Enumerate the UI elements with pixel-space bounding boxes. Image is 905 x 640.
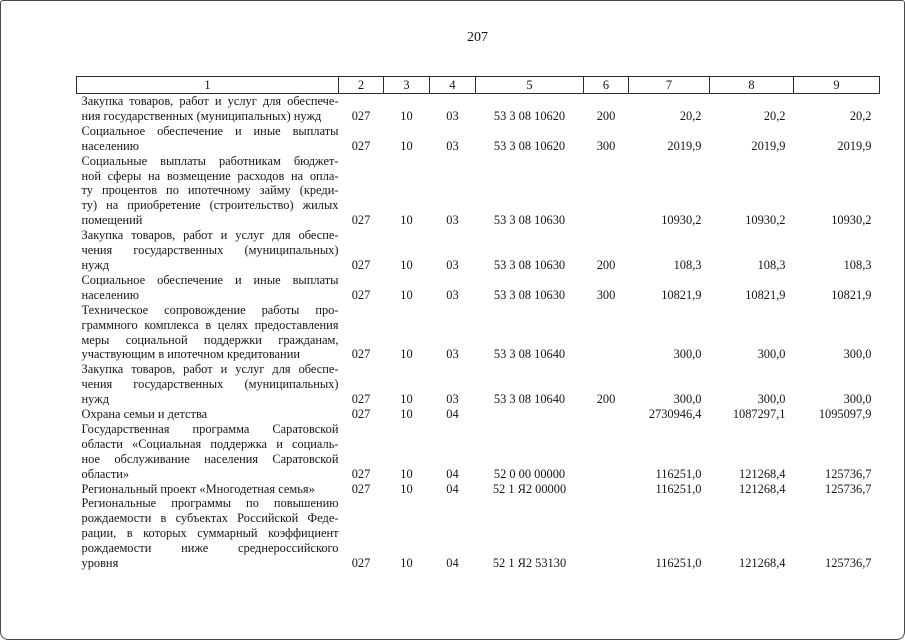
row-name-line: Социальные выплаты работникам бюджет- <box>81 153 339 168</box>
row-name-line: помещений <box>81 213 143 228</box>
code-cell <box>584 154 629 229</box>
code-cell: 10 <box>400 213 413 228</box>
amount-cell: 108,3 <box>673 257 702 272</box>
amount-cell: 300,0 <box>673 347 702 362</box>
row-name-line: области «Социальная поддержка и социаль- <box>81 436 339 451</box>
code-cell: 52 1 Я2 00000 <box>492 481 567 496</box>
code-cell: 200 <box>596 257 616 272</box>
amount-cell: 2019,9 <box>667 138 702 153</box>
code-cell: 027 <box>351 392 371 407</box>
header-cell: 1 <box>77 77 339 94</box>
header-cell: 6 <box>584 77 629 94</box>
code-cell: 04 <box>446 407 459 422</box>
row-name-line: граммного комплекса в целях предоставления <box>81 317 339 332</box>
row-name-line: Социальное обеспечение и иные выплаты <box>81 272 339 287</box>
row-name-line: Государственная программа Саратовской <box>81 421 339 436</box>
row-name-line: области» <box>81 466 130 481</box>
row-name-line: населению <box>81 138 139 153</box>
table-header-row <box>77 77 880 94</box>
code-cell <box>476 407 584 422</box>
code-cell: 53 3 08 10630 <box>493 257 566 272</box>
row-name-cell <box>77 228 339 273</box>
amount-cell: 108,3 <box>757 257 786 272</box>
amount-cell: 1095097,9 <box>818 407 872 422</box>
amount-cell: 2730946,4 <box>648 407 702 422</box>
header-cell: 3 <box>384 77 430 94</box>
row-name-line: Региональный проект «Многодетная семья» <box>81 481 315 496</box>
code-cell: 03 <box>446 287 459 302</box>
row-name-line: населению <box>81 287 139 302</box>
code-cell: 027 <box>351 138 371 153</box>
code-cell: 300 <box>596 287 616 302</box>
code-cell <box>584 303 629 363</box>
amount-cell: 300,0 <box>757 347 786 362</box>
code-cell: 10 <box>400 108 413 123</box>
code-cell: 53 3 08 10640 <box>493 347 566 362</box>
code-cell: 10 <box>400 257 413 272</box>
header-cell: 9 <box>794 77 880 94</box>
code-cell: 53 3 08 10620 <box>493 108 566 123</box>
code-cell: 027 <box>351 481 371 496</box>
table-row <box>77 496 880 571</box>
code-cell: 027 <box>351 287 371 302</box>
code-cell: 027 <box>351 407 371 422</box>
row-name-line: уровня <box>81 556 119 571</box>
header-cell: 8 <box>710 77 794 94</box>
row-name-line: Региональные программы по повышению <box>81 496 339 511</box>
code-cell: 04 <box>446 481 459 496</box>
amount-cell: 116251,0 <box>655 466 702 481</box>
code-cell <box>584 422 629 482</box>
row-name-line: ной сферы на возмещение расходов на опла- <box>81 168 339 183</box>
amount-cell: 121268,4 <box>739 556 786 571</box>
code-cell: 53 3 08 10630 <box>493 287 566 302</box>
header-cell: 5 <box>476 77 584 94</box>
row-name-cell <box>77 362 339 407</box>
amount-cell: 20,2 <box>679 108 702 123</box>
amount-cell: 2019,9 <box>751 138 786 153</box>
row-name-cell <box>77 482 339 497</box>
code-cell: 027 <box>351 213 371 228</box>
code-cell: 03 <box>446 108 459 123</box>
row-name-line: рождаемости ниже среднероссийского <box>81 541 339 556</box>
code-cell <box>584 496 629 571</box>
table-row <box>77 273 880 303</box>
row-name-line: чения государственных (муниципальных) <box>81 243 339 258</box>
amount-cell: 116251,0 <box>655 556 702 571</box>
row-name-line: ния государственных (муниципальных) нужд <box>81 108 322 123</box>
row-name-cell <box>77 94 339 124</box>
amount-cell: 2019,9 <box>837 138 872 153</box>
code-cell: 027 <box>351 257 371 272</box>
row-name-cell <box>77 124 339 154</box>
row-name-cell <box>77 303 339 363</box>
table-body <box>77 94 880 572</box>
row-name-line: нужд <box>81 257 110 272</box>
amount-cell: 10821,9 <box>831 287 872 302</box>
row-name-cell <box>77 422 339 482</box>
code-cell: 03 <box>446 347 459 362</box>
code-cell <box>584 482 629 497</box>
table-row <box>77 362 880 407</box>
row-name-line: Закупка товаров, работ и услуг для обеспе- <box>81 362 339 377</box>
amount-cell: 10930,2 <box>831 213 872 228</box>
code-cell: 04 <box>446 466 459 481</box>
code-cell: 53 3 08 10630 <box>493 213 566 228</box>
table-row <box>77 482 880 497</box>
code-cell: 52 1 Я2 53130 <box>492 556 567 571</box>
table-header <box>77 77 880 94</box>
code-cell: 200 <box>596 108 616 123</box>
code-cell: 03 <box>446 257 459 272</box>
code-cell: 03 <box>446 392 459 407</box>
header-cell: 7 <box>629 77 710 94</box>
row-name-line: Социальное обеспечение и иные выплаты <box>81 123 339 138</box>
code-cell: 10 <box>400 466 413 481</box>
amount-cell: 10821,9 <box>661 287 702 302</box>
row-name-line: чения государственных (муниципальных) <box>81 377 339 392</box>
header-cell: 2 <box>339 77 384 94</box>
amount-cell: 116251,0 <box>655 481 702 496</box>
amount-cell: 20,2 <box>849 108 872 123</box>
row-name-line: Закупка товаров, работ и услуг для обеспече- <box>81 94 339 108</box>
code-cell: 10 <box>400 347 413 362</box>
amount-cell: 300,0 <box>843 347 872 362</box>
code-cell: 10 <box>400 392 413 407</box>
code-cell: 53 3 08 10620 <box>493 138 566 153</box>
amount-cell: 121268,4 <box>739 481 786 496</box>
row-name-line: ту) на приобретение (строительство) жилых <box>81 198 339 213</box>
amount-cell: 10930,2 <box>745 213 786 228</box>
amount-cell: 10821,9 <box>745 287 786 302</box>
header-cell: 4 <box>430 77 476 94</box>
code-cell: 03 <box>446 138 459 153</box>
amount-cell: 125736,7 <box>825 556 872 571</box>
table-row <box>77 422 880 482</box>
code-cell: 10 <box>400 287 413 302</box>
row-name-line: Техническое сопровождение работы про- <box>81 302 339 317</box>
code-cell: 04 <box>446 556 459 571</box>
amount-cell: 20,2 <box>763 108 786 123</box>
code-cell <box>584 407 629 422</box>
code-cell: 027 <box>351 108 371 123</box>
row-name-line: участвующим в ипотечном кредитовании <box>81 347 300 362</box>
amount-cell: 300,0 <box>757 392 786 407</box>
code-cell: 53 3 08 10640 <box>493 392 566 407</box>
row-name-cell <box>77 407 339 422</box>
code-cell: 52 0 00 00000 <box>493 466 566 481</box>
table-row <box>77 124 880 154</box>
row-name-line: Закупка товаров, работ и услуг для обеспе- <box>81 228 339 243</box>
table-row <box>77 154 880 229</box>
page-number: 207 <box>467 30 488 45</box>
row-name-cell <box>77 154 339 229</box>
table-row <box>77 303 880 363</box>
amount-cell: 300,0 <box>673 392 702 407</box>
amount-cell: 125736,7 <box>825 481 872 496</box>
table-row <box>77 407 880 422</box>
row-name-cell <box>77 496 339 571</box>
amount-cell: 125736,7 <box>825 466 872 481</box>
code-cell: 10 <box>400 556 413 571</box>
amount-cell: 108,3 <box>843 257 872 272</box>
row-name-line: меры социальной поддержки гражданам, <box>81 332 339 347</box>
table-row <box>77 228 880 273</box>
amount-cell: 300,0 <box>843 392 872 407</box>
code-cell: 10 <box>400 407 413 422</box>
row-name-line: ту процентов по ипотечному займу (креди- <box>81 183 339 198</box>
row-name-line: рождаемости в субъектах Российской Феде- <box>81 511 339 526</box>
code-cell: 300 <box>596 138 616 153</box>
row-name-line: ное обслуживание населения Саратовской <box>81 451 339 466</box>
budget-table <box>76 76 880 571</box>
amount-cell: 1087297,1 <box>732 407 786 422</box>
amount-cell: 10930,2 <box>661 213 702 228</box>
table-row <box>77 94 880 124</box>
code-cell: 10 <box>400 138 413 153</box>
amount-cell: 121268,4 <box>739 466 786 481</box>
code-cell: 027 <box>351 466 371 481</box>
row-name-cell <box>77 273 339 303</box>
code-cell: 10 <box>400 481 413 496</box>
code-cell: 027 <box>351 556 371 571</box>
row-name-line: Охрана семьи и детства <box>81 407 208 422</box>
row-name-line: нужд <box>81 392 110 407</box>
code-cell: 03 <box>446 213 459 228</box>
row-name-line: рации, в которых суммарный коэффициент <box>81 526 339 541</box>
code-cell: 027 <box>351 347 371 362</box>
code-cell: 200 <box>596 392 616 407</box>
